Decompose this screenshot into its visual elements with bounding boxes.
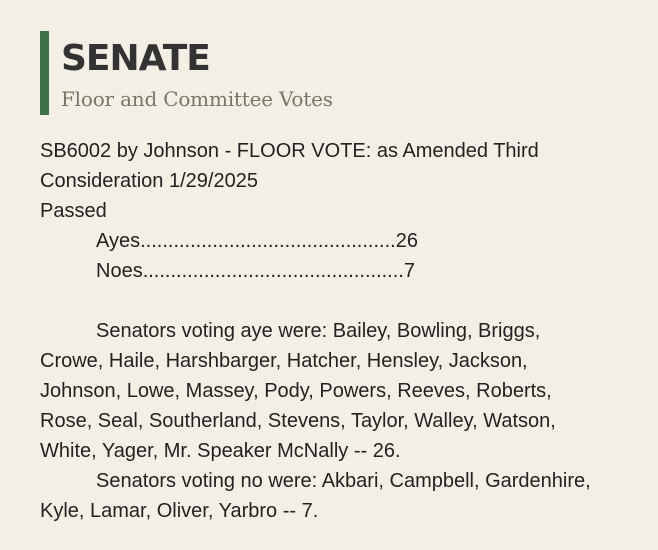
vote-record [40, 136, 600, 526]
senate-header [40, 31, 333, 115]
page-title: SENATE [61, 38, 210, 79]
no-senators-list: Senators voting no were: Akbari, Campbell, Gardenhire, Kyle, Lamar, Oliver, Yarbro -- 7. [40, 470, 591, 522]
bill-vote-title-line-2: Consideration 1/29/2025 [40, 170, 258, 192]
page-subtitle: Floor and Committee Votes [61, 87, 333, 111]
vote-status: Passed [40, 200, 107, 222]
header-accent-bar [40, 31, 49, 115]
vote-spacer [40, 286, 600, 316]
aye-senators-list: Senators voting aye were: Bailey, Bowling, Briggs, Crowe, Haile, Harshbarger, Hatcher, Hensley, Jackson, Johnson, Lowe, Massey, Pody, Powers, Reeves, Roberts, Rose, Seal, Southerland, Stevens, Taylor, Walley, Watson, White, Yager, Mr. Speaker McNally -- 26. [40, 320, 556, 462]
ayes-count-line: Ayes..............................................26 [96, 230, 418, 252]
bill-vote-title-line-1: SB6002 by Johnson - FLOOR VOTE: as Amended Third [40, 140, 539, 162]
noes-count-line: Noes...............................................7 [96, 260, 415, 282]
